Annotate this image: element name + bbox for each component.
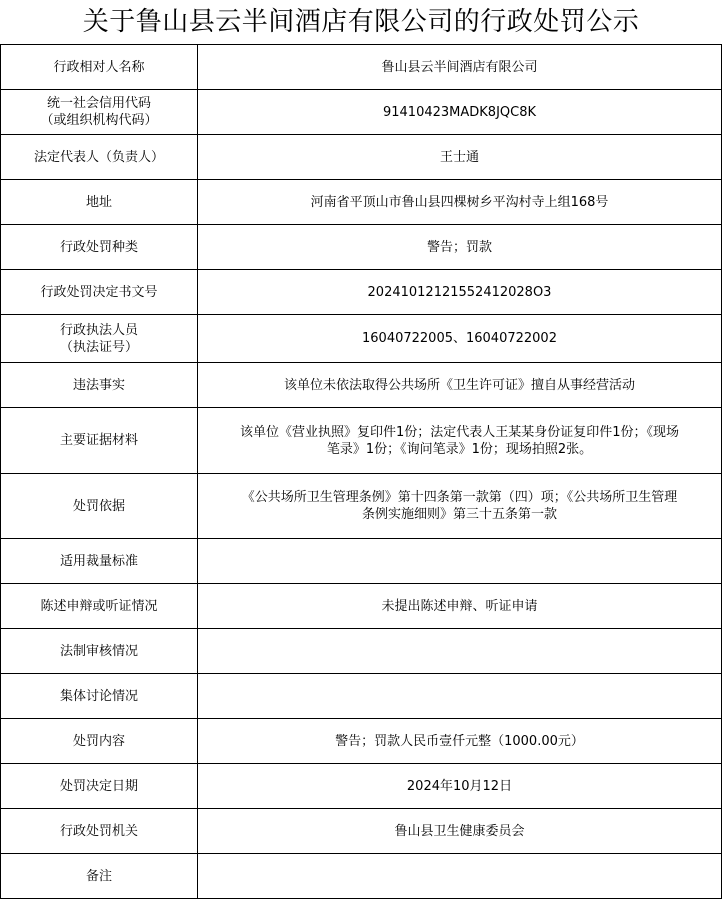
- label-address: 地址: [1, 180, 198, 225]
- value-penalty-content: 警告；罚款人民币壹仟元整（1000.00元）: [198, 719, 722, 764]
- label-penalty-type: 行政处罚种类: [1, 225, 198, 270]
- value-enforcement-officers: 16040722005、16040722002: [198, 315, 722, 363]
- value-violation-facts: 该单位未依法取得公共场所《卫生许可证》擅自从事经营活动: [198, 363, 722, 408]
- table-row-enforcement-officers: [1, 315, 722, 363]
- value-penalty-basis-line-1: 《公共场所卫生管理条例》第十四条第一款第（四）项；《公共场所卫生管理: [241, 490, 678, 505]
- value-discretion-standard: [198, 539, 722, 584]
- label-enforcement-officers-line-2: （执法证号）: [59, 339, 138, 355]
- table-row-evidence: [1, 408, 722, 474]
- value-decision-number: 20241012121552412028O3: [198, 270, 722, 315]
- label-decision-number: 行政处罚决定书文号: [1, 270, 198, 315]
- label-enforcement-officers: [1, 315, 198, 363]
- table-row-decision-number: [1, 270, 722, 315]
- value-remarks: [198, 854, 722, 899]
- table-row-remarks: [1, 854, 722, 899]
- label-penalty-authority: 行政处罚机关: [1, 809, 198, 854]
- value-penalty-type: 警告；罚款: [198, 225, 722, 270]
- value-defense-hearing: 未提出陈述申辩、听证申请: [198, 584, 722, 629]
- label-penalty-basis: 处罚依据: [1, 474, 198, 539]
- label-collective-discussion: 集体讨论情况: [1, 674, 198, 719]
- table-row-credit-code: [1, 90, 722, 135]
- penalty-info-table: [0, 44, 722, 899]
- label-violation-facts: 违法事实: [1, 363, 198, 408]
- label-defense-hearing: 陈述申辩或听证情况: [1, 584, 198, 629]
- label-decision-date: 处罚决定日期: [1, 764, 198, 809]
- table-row-discretion-standard: [1, 539, 722, 584]
- label-penalty-content: 处罚内容: [1, 719, 198, 764]
- label-enforcement-officers-line-1: 行政执法人员: [59, 322, 138, 338]
- value-evidence: [198, 408, 722, 474]
- value-legal-review: [198, 629, 722, 674]
- value-address: 河南省平顶山市鲁山县四棵树乡平沟村寺上组168号: [198, 180, 722, 225]
- table-row-party-name: [1, 45, 722, 90]
- table-row-penalty-basis: [1, 474, 722, 539]
- table-row-penalty-type: [1, 225, 722, 270]
- value-penalty-authority: 鲁山县卫生健康委员会: [198, 809, 722, 854]
- label-remarks: 备注: [1, 854, 198, 899]
- table-row-penalty-content: [1, 719, 722, 764]
- table-row-address: [1, 180, 722, 225]
- label-legal-rep: 法定代表人（负责人）: [1, 135, 198, 180]
- table-row-legal-review: [1, 629, 722, 674]
- value-legal-rep: 王士通: [198, 135, 722, 180]
- value-credit-code: 91410423MADK8JQC8K: [198, 90, 722, 135]
- label-credit-code-line-1: 统一社会信用代码: [46, 96, 151, 111]
- label-credit-code: [1, 90, 198, 135]
- label-party-name: 行政相对人名称: [1, 45, 198, 90]
- table-row-violation-facts: [1, 363, 722, 408]
- document-title: 关于鲁山县云半间酒店有限公司的行政处罚公示: [82, 7, 640, 37]
- table-row-legal-rep: [1, 135, 722, 180]
- table-row-penalty-authority: [1, 809, 722, 854]
- value-evidence-line-2: 笔录》1份；《询问笔录》1份；现场拍照2张。: [326, 441, 593, 457]
- label-credit-code-line-2: （或组织机构代码）: [40, 113, 158, 128]
- table-row-collective-discussion: [1, 674, 722, 719]
- value-collective-discussion: [198, 674, 722, 719]
- value-penalty-basis: [198, 474, 722, 539]
- label-discretion-standard: 适用裁量标准: [1, 539, 198, 584]
- value-party-name: 鲁山县云半间酒店有限公司: [198, 45, 722, 90]
- table-row-decision-date: [1, 764, 722, 809]
- value-decision-date: 2024年10月12日: [198, 764, 722, 809]
- table-row-defense-hearing: [1, 584, 722, 629]
- value-evidence-line-1: 该单位《营业执照》复印件1份；法定代表人王某某身份证复印件1份；《现场: [239, 424, 680, 440]
- value-penalty-basis-line-2: 条例实施细则》第三十五条第一款: [361, 507, 557, 522]
- label-evidence: 主要证据材料: [1, 408, 198, 474]
- label-legal-review: 法制审核情况: [1, 629, 198, 674]
